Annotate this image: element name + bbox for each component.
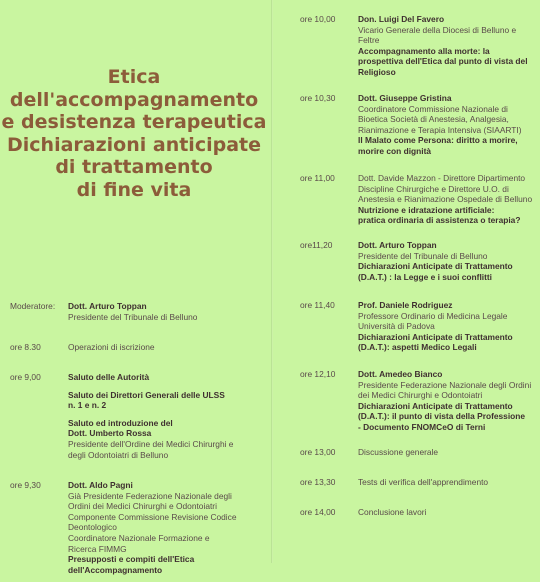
- schedule-heading-line: prospettiva dell'Etica dal punto di vista del: [358, 56, 528, 67]
- schedule-heading-line: Prof. Daniele Rodriguez: [358, 300, 453, 310]
- schedule-heading-line: Dott. Amedeo Bianco: [358, 369, 443, 379]
- schedule-heading-line: Dichiarazioni Anticipate di Trattamento: [358, 261, 513, 272]
- schedule-time: ore 10,00: [300, 14, 336, 24]
- schedule-time: ore 8.30: [10, 342, 41, 352]
- schedule-heading-line: Saluto ed introduzione del: [68, 417, 173, 428]
- schedule-block: [358, 447, 540, 458]
- schedule-text-line: Professore Ordinario di Medicina Legale: [358, 310, 508, 321]
- schedule-content: [68, 301, 268, 329]
- schedule-block: [68, 390, 268, 411]
- schedule-text-line: Deontologico: [68, 522, 117, 533]
- schedule-content: [358, 369, 540, 440]
- title-line: Etica: [107, 66, 161, 88]
- title-line: di fine vita: [76, 178, 192, 201]
- schedule-heading-line: Dichiarazioni Anticipate di Trattamento: [358, 331, 513, 342]
- schedule-block: [68, 301, 268, 322]
- schedule-block: [68, 342, 268, 353]
- schedule-text-line: Conclusione lavori: [358, 507, 427, 517]
- schedule-text-line: Università di Padova: [358, 321, 435, 332]
- schedule-heading-line: morire con dignità: [358, 145, 432, 156]
- schedule-text-line: Ricerca FIMMG: [68, 543, 127, 554]
- schedule-block: [358, 477, 540, 488]
- schedule-text-line: Bioetica Società di Anestesia, Analgesia,: [358, 114, 509, 125]
- schedule-time: ore 9,00: [10, 372, 41, 382]
- schedule-block: [358, 240, 540, 282]
- schedule-content: [358, 240, 540, 289]
- schedule-heading-line: (D.A.T.) : la Legge e i suoi conflitti: [358, 271, 493, 282]
- schedule-content: [358, 477, 540, 495]
- schedule-heading-line: Nutrizione e idratazione artificiale:: [358, 204, 495, 215]
- schedule-text-line: dei Medici Chirurghi e Odontoiatri: [358, 390, 483, 401]
- schedule-text-line: Tests di verifica dell'apprendimento: [358, 477, 489, 487]
- schedule-text-line: Vicario Generale della Diocesi di Belluno e: [358, 24, 517, 35]
- schedule-heading-line: dell'Accompagnamento: [68, 564, 163, 575]
- schedule-text-line: Feltre: [358, 35, 380, 46]
- schedule-text-line: Componente Commissione Revisione Codice: [68, 511, 237, 522]
- schedule-text-line: Già Presidente Federazione Nazionale degli: [68, 490, 232, 501]
- schedule-content: [358, 300, 540, 360]
- schedule-text-line: Presidente Federazione Nazionale degli Ordini: [358, 379, 532, 390]
- schedule-heading-line: Dott. Giuseppe Gristina: [358, 93, 452, 103]
- schedule-text-line: Coordinatore Nazionale Formazione e: [68, 532, 210, 543]
- schedule-block: [358, 300, 540, 353]
- schedule-heading-line: Dott. Arturo Toppan: [358, 240, 437, 250]
- schedule-time: ore 10,30: [300, 93, 336, 103]
- schedule-heading-line: (D.A.T.): il punto di vista della Professione: [358, 411, 526, 422]
- title-line: di trattamento: [55, 156, 213, 178]
- schedule-text-line: Presidente del Tribunale di Belluno: [68, 311, 198, 322]
- schedule-block: [68, 480, 268, 575]
- schedule-time: ore 9,30: [10, 480, 41, 490]
- schedule-text-line: Anestesia e Rianimazione Ospedale di Belluno: [358, 194, 533, 205]
- schedule-content: [358, 93, 540, 164]
- schedule-text-line: Dott. Davide Mazzon - Direttore Dipartimento: [358, 173, 526, 183]
- schedule-heading-line: Dott. Aldo Pagni: [68, 480, 133, 490]
- schedule-heading-line: - Documento FNOMCeO di Terni: [358, 421, 486, 432]
- schedule-heading-line: Saluto dei Direttori Generali delle ULSS: [68, 389, 225, 400]
- schedule-heading-line: Saluto delle Autorità: [68, 372, 150, 382]
- schedule-text-line: Coordinatore Commissione Nazionale di: [358, 103, 508, 114]
- schedule-heading-line: n. 1 e n. 2: [68, 400, 107, 411]
- schedule-text-line: Rianimazione e Terapia Intensiva (SIAARTI): [358, 124, 522, 135]
- schedule-block: [68, 418, 268, 460]
- schedule-text-line: Operazioni di iscrizione: [68, 342, 155, 352]
- schedule-content: [358, 447, 540, 465]
- schedule-content: [68, 342, 268, 360]
- schedule-block: [358, 173, 540, 226]
- schedule-content: [68, 480, 268, 582]
- schedule-heading-line: Accompagnamento alla morte: la: [358, 45, 490, 56]
- schedule-heading-line: Dott. Umberto Rossa: [68, 428, 152, 439]
- schedule-block: [68, 372, 268, 383]
- page-fold: [271, 0, 273, 563]
- schedule-text-line: Discipline Chirurgiche e Direttore U.O. di: [358, 183, 509, 194]
- schedule-time: ore 12,10: [300, 369, 336, 379]
- schedule-block: [358, 369, 540, 433]
- schedule-text-line: Discussione generale: [358, 447, 439, 457]
- brochure-title: [0, 66, 268, 201]
- schedule-time: ore 11,00: [300, 173, 335, 183]
- schedule-text-line: Presidente dell'Ordine dei Medici Chirurghi e: [68, 438, 234, 449]
- title-line: dell'accompagnamento: [9, 88, 259, 111]
- schedule-heading-line: Presupposti e compiti dell'Etica: [68, 554, 195, 565]
- title-line: e desistenza terapeutica: [1, 111, 267, 133]
- schedule-heading-line: Dichiarazioni Anticipate di Trattamento: [358, 400, 513, 411]
- schedule-time: Moderatore:: [10, 301, 56, 311]
- schedule-heading-line: Religioso: [358, 66, 396, 77]
- schedule-time: ore 11,40: [300, 300, 335, 310]
- schedule-heading-line: Don. Luigi Del Favero: [358, 14, 445, 24]
- schedule-time: ore 14,00: [300, 507, 336, 517]
- schedule-time: ore 13,00: [300, 447, 336, 457]
- schedule-text-line: Ordini dei Medici Chirurghi e Odontoiatri: [68, 501, 217, 512]
- schedule-content: [358, 507, 540, 525]
- schedule-block: [358, 14, 540, 78]
- schedule-heading-line: (D.A.T.): aspetti Medico Legali: [358, 342, 477, 353]
- schedule-content: [358, 14, 540, 85]
- schedule-text-line: Presidente del Tribunale di Belluno: [358, 250, 488, 261]
- schedule-text-line: degli Odontoiatri di Belluno: [68, 449, 169, 460]
- schedule-time: ore 13,30: [300, 477, 336, 487]
- schedule-block: [358, 507, 540, 518]
- schedule-time: ore11,20: [300, 240, 333, 250]
- schedule-content: [358, 173, 540, 233]
- schedule-heading-line: pratica ordinaria di assistenza o terapia?: [358, 215, 521, 226]
- title-line: Dichiarazioni anticipate: [7, 133, 261, 156]
- schedule-block: [358, 93, 540, 157]
- schedule-content: [68, 372, 268, 467]
- schedule-heading-line: Dott. Arturo Toppan: [68, 301, 147, 311]
- schedule-heading-line: Il Malato come Persona: diritto a morire,: [358, 135, 518, 146]
